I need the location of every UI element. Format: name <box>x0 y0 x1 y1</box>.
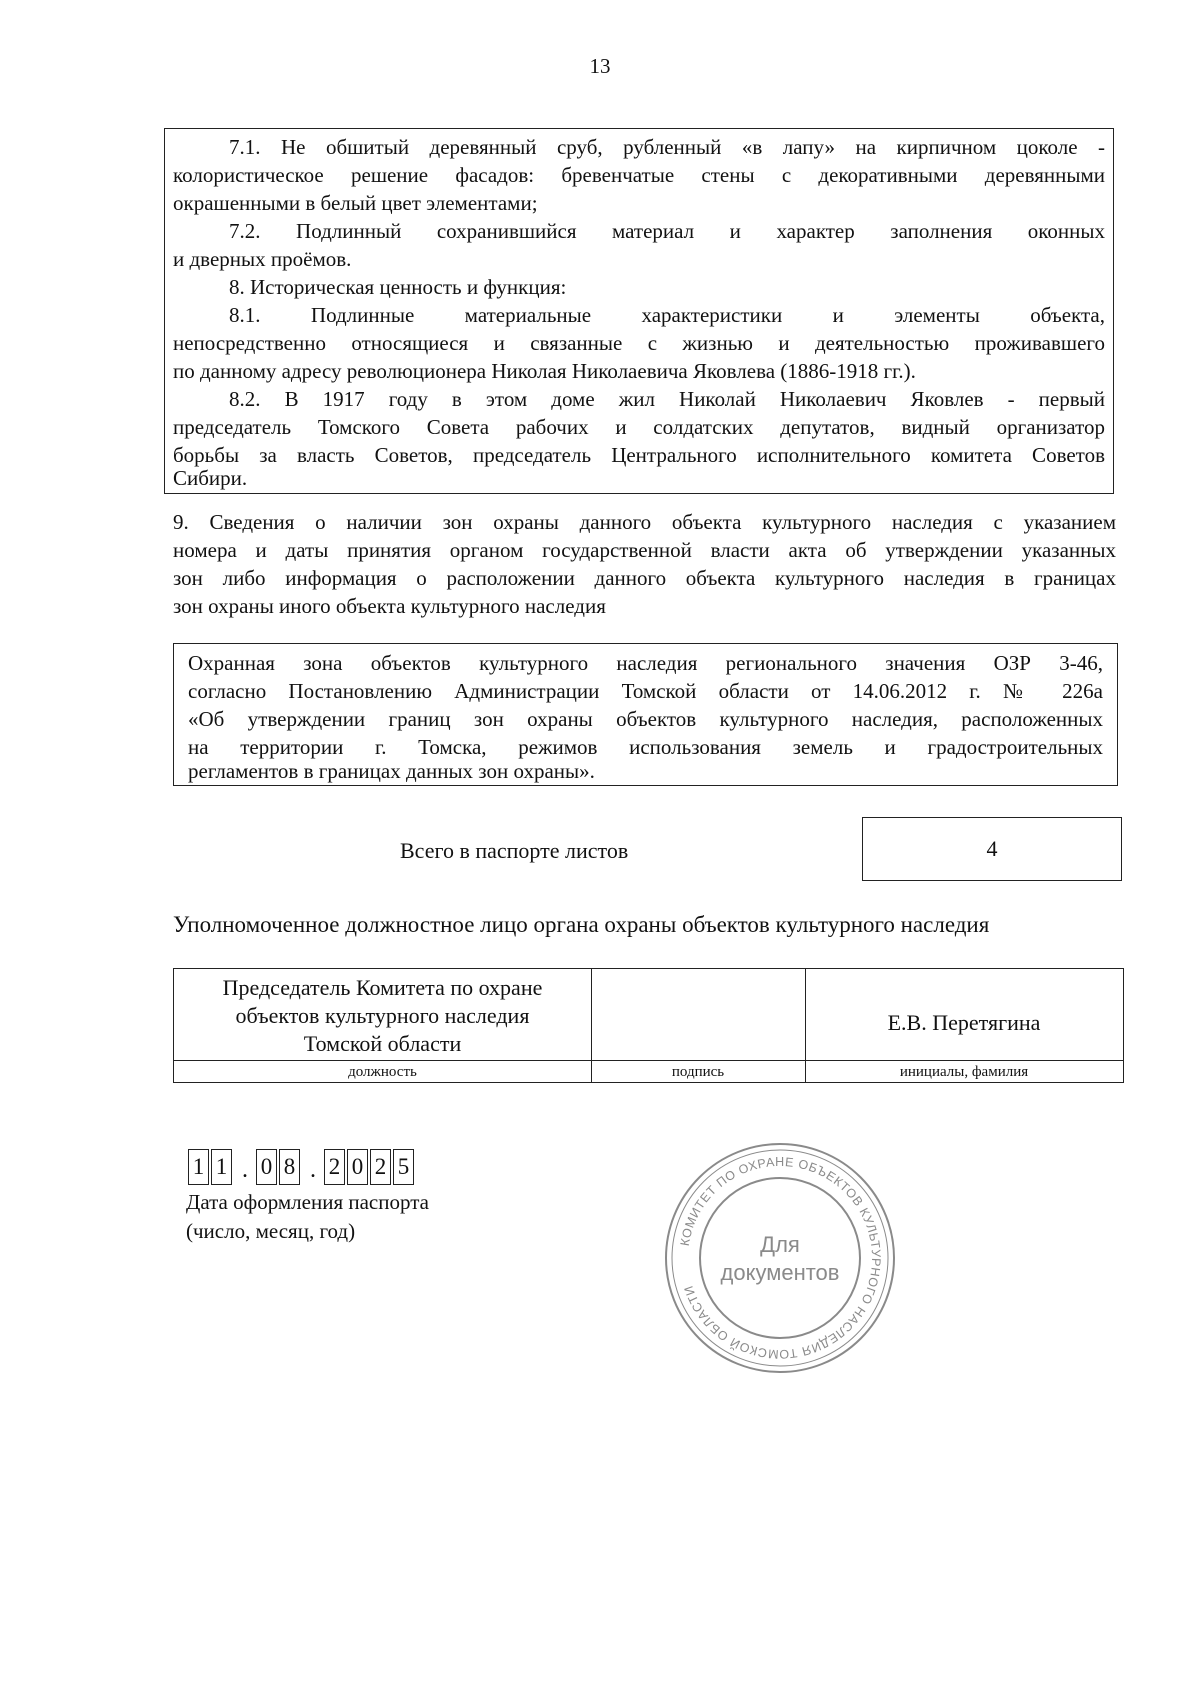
signature-table <box>173 968 1124 1086</box>
zone-line: Охранная зона объектов культурного наследия регионального значения ОЗР 3-46, <box>188 651 1103 675</box>
features-line: непосредственно относящиеся и связанные с жизнью и деятельностью проживавшего <box>173 331 1105 355</box>
official-name: Е.В. Перетягина <box>887 1009 1041 1035</box>
section9-line: номера и даты принятия органом государственной власти акта об утверждении указанных <box>173 538 1116 562</box>
section9-line: 9. Сведения о наличии зон охраны данного объекта культурного наследия с указанием <box>173 510 1116 534</box>
features-box <box>164 128 1114 494</box>
zone-line: на территории г. Томска, режимов использования земель и градостроительных <box>188 735 1103 759</box>
caption-position: должность <box>173 1061 592 1083</box>
date-digit: 5 <box>393 1149 414 1185</box>
page-number: 13 <box>589 54 611 78</box>
official-stamp <box>660 1138 900 1378</box>
features-line: окрашенными в белый цвет элементами; <box>173 191 538 215</box>
date-caption-line: (число, месяц, год) <box>186 1219 356 1243</box>
official-title: Уполномоченное должностное лицо органа охраны объектов культурного наследия <box>173 912 990 937</box>
features-line: Сибири. <box>173 466 248 490</box>
features-line: 8.2. В 1917 году в этом доме жил Николай Николаевич Яковлев - первый <box>229 387 1105 411</box>
section9-line: зон либо информация о расположении данного объекта культурного наследия в границах <box>173 566 1116 590</box>
features-line: 8.1. Подлинные материальные характеристики и элементы объекта, <box>229 303 1105 327</box>
features-line: 7.2. Подлинный сохранившийся материал и характер заполнения оконных <box>229 219 1105 243</box>
date-digit: 2 <box>370 1149 391 1185</box>
caption-signature: подпись <box>591 1061 806 1083</box>
zone-line: согласно Постановлению Администрации Томской области от 14.06.2012 г. № 226а <box>188 679 1103 703</box>
date-digit: 1 <box>211 1149 232 1185</box>
date-caption-line: Дата оформления паспорта <box>186 1190 429 1214</box>
date-digit: 0 <box>256 1149 277 1185</box>
position-cell <box>173 968 592 1061</box>
issue-date <box>188 1147 416 1185</box>
features-line: 7.1. Не обшитый деревянный сруб, рубленный «в лапу» на кирпичном цоколе - <box>229 135 1105 159</box>
date-separator: . <box>242 1157 248 1183</box>
features-line: по данному адресу революционера Николая Николаевича Яковлева (1886-1918 гг.). <box>173 359 916 383</box>
date-separator: . <box>310 1157 316 1183</box>
features-line: и дверных проёмов. <box>173 247 352 271</box>
name-cell <box>805 968 1124 1061</box>
date-digit: 0 <box>347 1149 368 1185</box>
stamp-ring-text: КОМИТЕТ ПО ОХРАНЕ ОБЪЕКТОВ КУЛЬТУРНОГО НАСЛЕДИЯ ТОМСКОЙ ОБЛАСТИ <box>677 1154 884 1362</box>
stamp-inner-ring <box>700 1178 860 1338</box>
stamp-center-line: Для <box>760 1232 800 1257</box>
stamp-ring <box>672 1150 888 1366</box>
date-digit: 2 <box>324 1149 345 1185</box>
date-digit: 1 <box>188 1149 209 1185</box>
caption-name: инициалы, фамилия <box>805 1061 1124 1083</box>
stamp-center-line: документов <box>720 1260 840 1285</box>
section9-line: зон охраны иного объекта культурного наследия <box>173 594 606 618</box>
date-digit: 8 <box>279 1149 300 1185</box>
position-line: Томской области <box>303 1031 462 1056</box>
total-sheets-value: 4 <box>862 817 1122 881</box>
zone-line: «Об утверждении границ зон охраны объектов культурного наследия, расположенных <box>188 707 1103 731</box>
total-sheets-label: Всего в паспорте листов <box>400 838 629 863</box>
features-line: борьбы за власть Советов, председатель Центрального исполнительного комитета Советов <box>173 443 1105 467</box>
features-line: колористическое решение фасадов: бревенчатые стены с декоративными деревянными <box>173 163 1105 187</box>
position-line: объектов культурного наследия <box>235 1003 530 1028</box>
features-line: председатель Томского Совета рабочих и солдатских депутатов, видный организатор <box>173 415 1105 439</box>
protection-zone-box <box>173 643 1118 786</box>
signature-cell <box>591 968 806 1061</box>
features-line: 8. Историческая ценность и функция: <box>229 275 567 299</box>
zone-line: регламентов в границах данных зон охраны». <box>188 759 595 783</box>
date-caption <box>186 1188 429 1246</box>
position-line: Председатель Комитета по охране <box>222 975 543 1000</box>
